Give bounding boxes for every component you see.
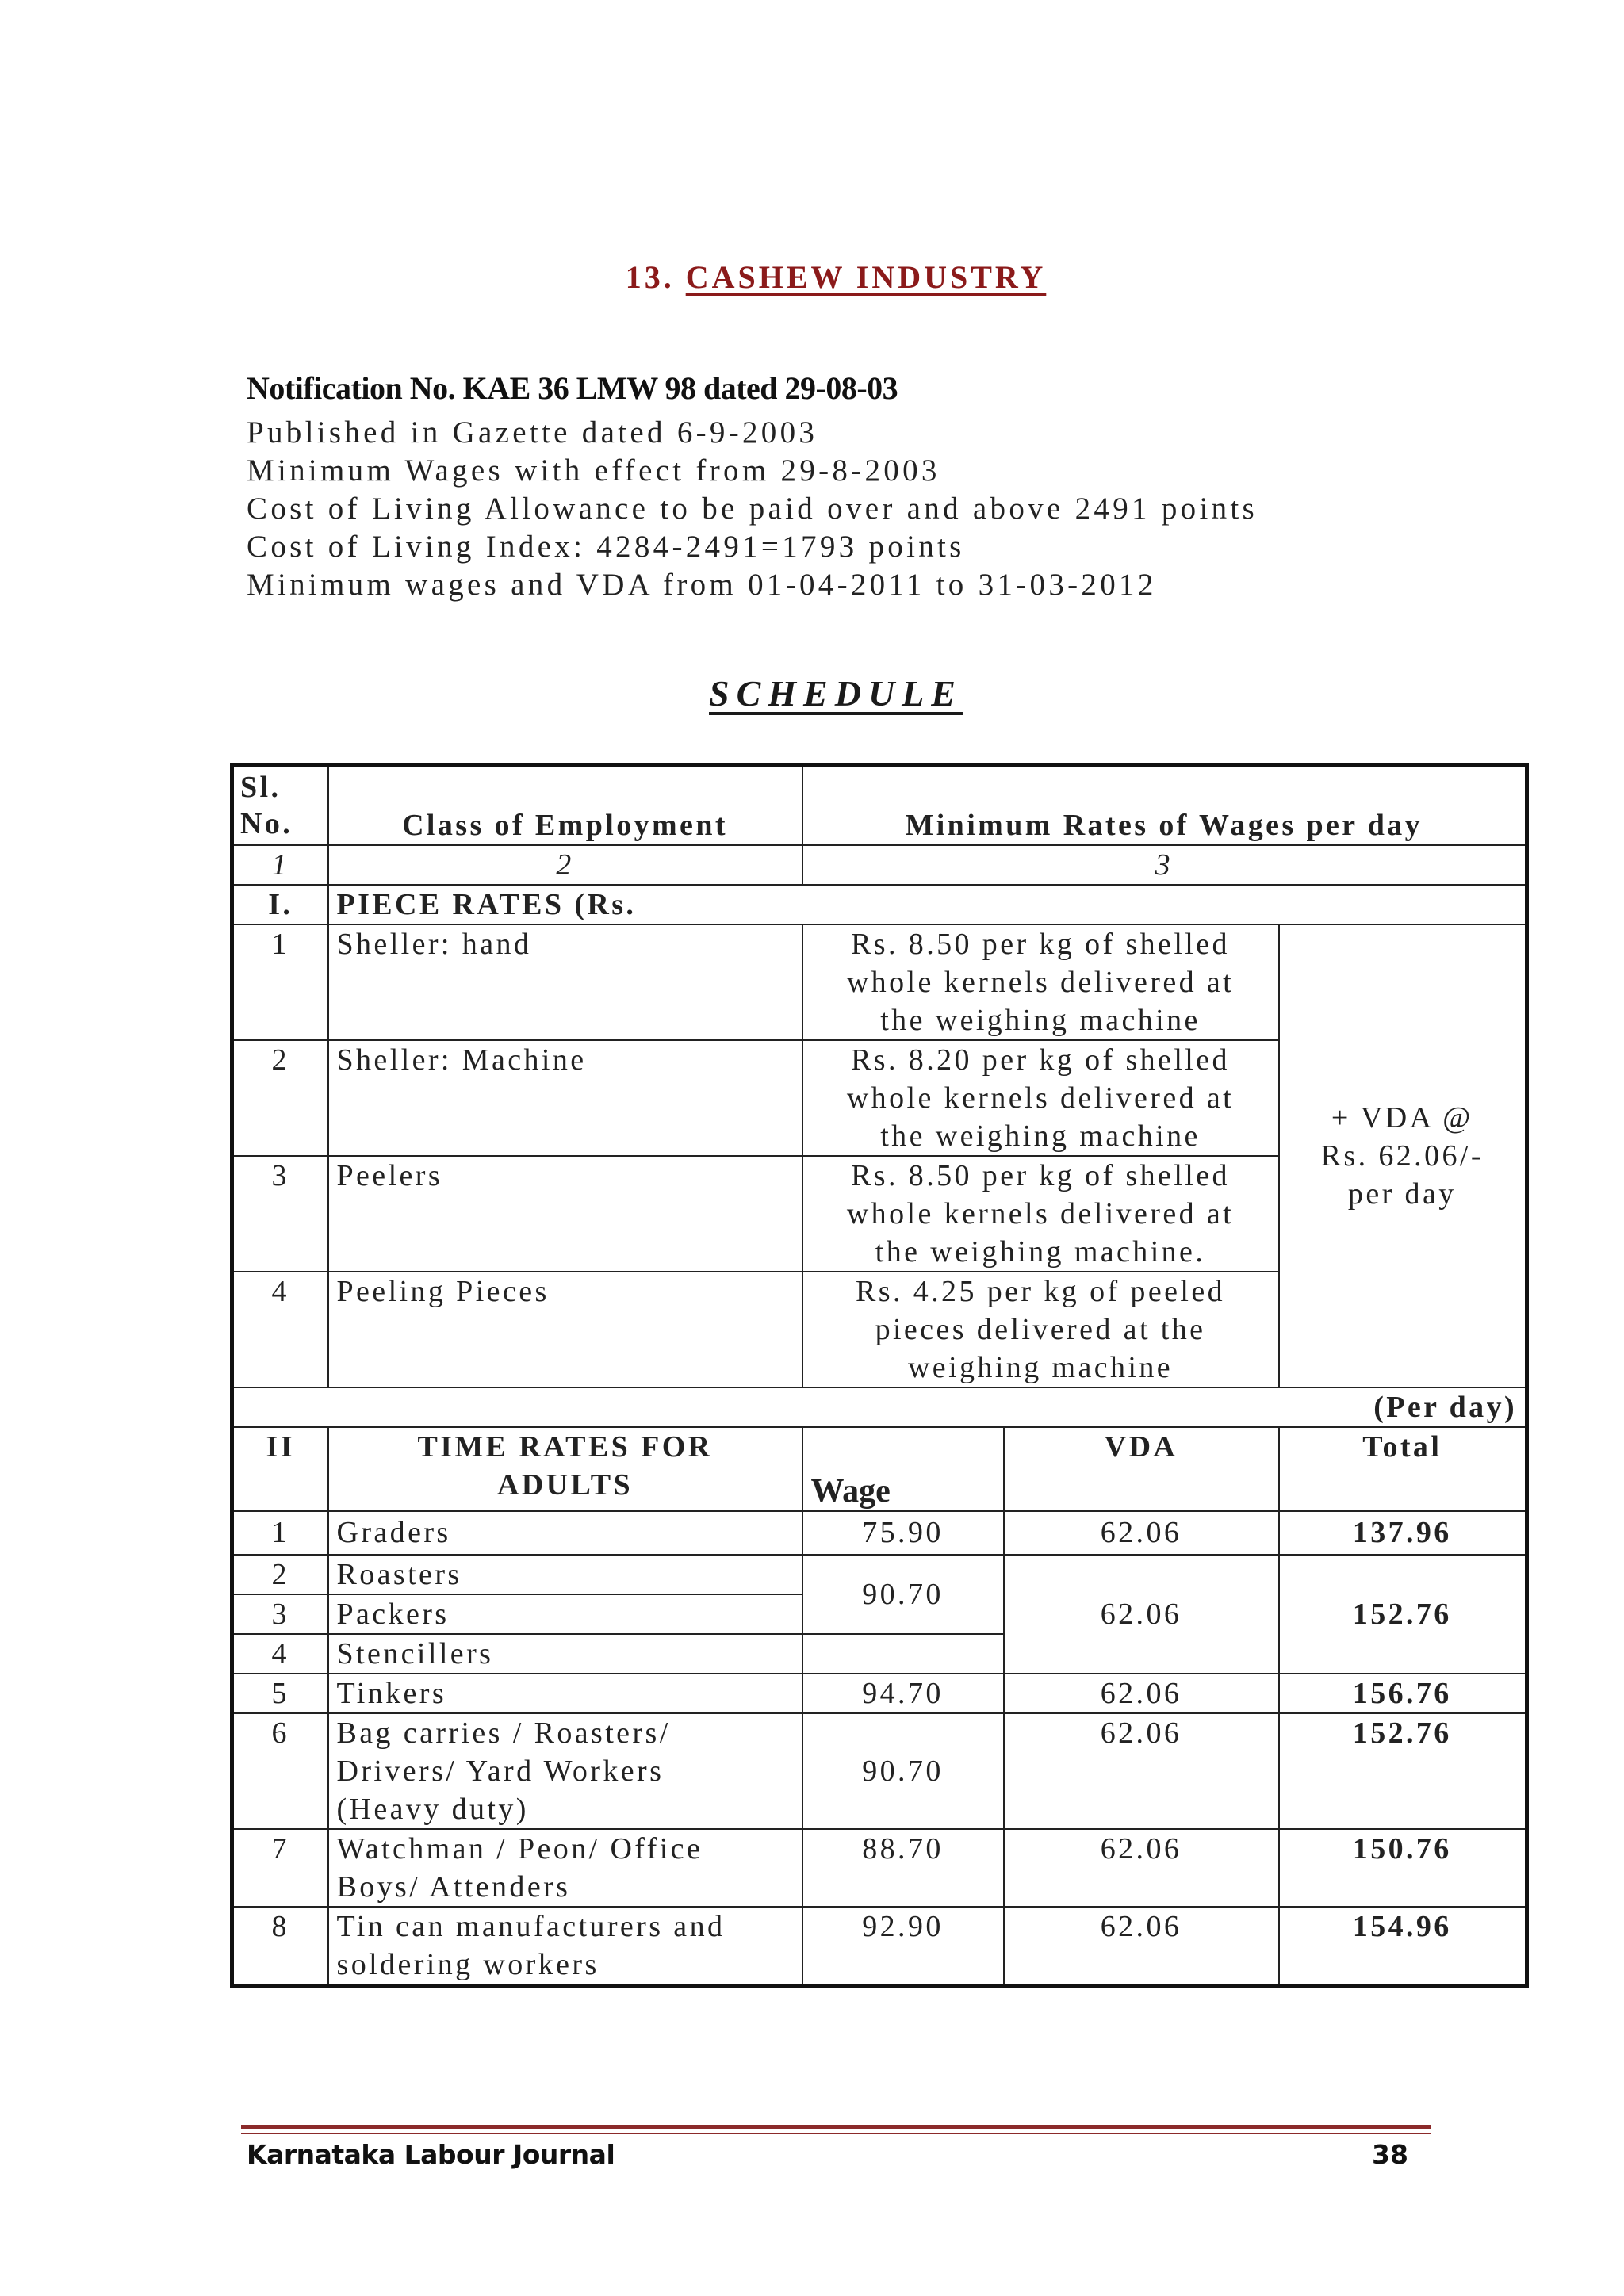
page-number: 38 xyxy=(1372,2139,1408,2170)
total-header: Total xyxy=(1279,1427,1527,1511)
piece-rate: Rs. 4.25 per kg of peeled pieces delivered at the weighing machine xyxy=(802,1272,1279,1387)
row-number: 1 xyxy=(232,924,328,1040)
info-line: Cost of Living Allowance to be paid over and above 2491 points xyxy=(247,492,1258,526)
wage-value: 90.70 xyxy=(802,1713,1004,1829)
info-line: Minimum Wages with effect from 29-8-2003 xyxy=(247,453,940,488)
wage-value: 88.70 xyxy=(802,1829,1004,1907)
section-title: TIME RATES FOR ADULTS xyxy=(328,1427,802,1511)
section-title xyxy=(0,258,1624,296)
piece-rate: Rs. 8.20 per kg of shelled whole kernels delivered at the weighing machine xyxy=(802,1040,1279,1156)
piece-rate: Rs. 8.50 per kg of shelled whole kernels delivered at the weighing machine xyxy=(802,924,1279,1040)
row-number: 8 xyxy=(232,1907,328,1986)
employment-class: Sheller: hand xyxy=(328,924,802,1040)
info-line: Cost of Living Index: 4284-2491=1793 points xyxy=(247,530,965,564)
row-number: 1 xyxy=(232,1511,328,1555)
total-value: 152.76 xyxy=(1279,1713,1527,1829)
total-value: 152.76 xyxy=(1279,1555,1527,1674)
table-row xyxy=(232,1907,1527,1986)
row-number: 6 xyxy=(232,1713,328,1829)
table-row xyxy=(232,1713,1527,1829)
column-number-row xyxy=(232,845,1527,885)
total-value: 154.96 xyxy=(1279,1907,1527,1986)
employment-class: Tinkers xyxy=(328,1674,802,1713)
total-value: 156.76 xyxy=(1279,1674,1527,1713)
employment-class: Sheller: Machine xyxy=(328,1040,802,1156)
info-line: Published in Gazette dated 6-9-2003 xyxy=(247,415,818,450)
per-day-row xyxy=(232,1387,1527,1427)
schedule-heading: SCHEDULE xyxy=(709,673,963,714)
col-number: 3 xyxy=(802,845,1527,885)
vda-value: 62.06 xyxy=(1004,1713,1279,1829)
row-number: 7 xyxy=(232,1829,328,1907)
row-number: 5 xyxy=(232,1674,328,1713)
vda-value: 62.06 xyxy=(1004,1555,1279,1674)
wage-value: 75.90 xyxy=(802,1511,1004,1555)
table-row xyxy=(232,1674,1527,1713)
section-row xyxy=(232,885,1527,924)
footer-rule xyxy=(241,2125,1431,2129)
table-row xyxy=(232,1511,1527,1555)
vda-value: 62.06 xyxy=(1004,1511,1279,1555)
total-value: 150.76 xyxy=(1279,1829,1527,1907)
col-number: 2 xyxy=(328,845,802,885)
wage-schedule-table xyxy=(230,763,1529,1988)
vda-value: 62.06 xyxy=(1004,1829,1279,1907)
per-day-label: (Per day) xyxy=(232,1387,1527,1427)
table-row xyxy=(232,924,1527,1040)
employment-class: Peelers xyxy=(328,1156,802,1272)
class-header: Class of Employment xyxy=(328,766,802,845)
table-header-row xyxy=(232,766,1527,845)
wage-value: 90.70 xyxy=(802,1555,1004,1634)
table-row xyxy=(232,1829,1527,1907)
row-number: 3 xyxy=(232,1156,328,1272)
employment-class: Roasters xyxy=(328,1555,802,1594)
table-row xyxy=(232,1555,1527,1594)
employment-class: Tin can manufacturers and soldering workers xyxy=(328,1907,802,1986)
employment-class: Bag carries / Roasters/ Drivers/ Yard Workers (Heavy duty) xyxy=(328,1713,802,1829)
wage-value: 92.90 xyxy=(802,1907,1004,1986)
sl-no-header: Sl. No. xyxy=(232,766,328,845)
total-value: 137.96 xyxy=(1279,1511,1527,1555)
wage-value: 94.70 xyxy=(802,1674,1004,1713)
row-number: 3 xyxy=(232,1594,328,1634)
section-number: 13. xyxy=(625,259,686,295)
notification-line: Notification No. KAE 36 LMW 98 dated 29-08-03 xyxy=(247,370,898,406)
employment-class: Packers xyxy=(328,1594,802,1634)
info-lines xyxy=(247,414,1258,604)
piece-rate: Rs. 8.50 per kg of shelled whole kernels delivered at the weighing machine. xyxy=(802,1156,1279,1272)
footer-rule-thin xyxy=(241,2133,1431,2134)
section-row xyxy=(232,1427,1527,1511)
vda-header: VDA xyxy=(1004,1427,1279,1511)
row-number: 4 xyxy=(232,1634,328,1674)
footer-journal-name: Karnataka Labour Journal xyxy=(247,2139,615,2170)
employment-class: Peeling Pieces xyxy=(328,1272,802,1387)
employment-class: Stencillers xyxy=(328,1634,802,1674)
info-line: Minimum wages and VDA from 01-04-2011 to 31-03-2012 xyxy=(247,568,1157,602)
wage-header: Wage xyxy=(802,1427,1004,1511)
section-number: II xyxy=(232,1427,328,1511)
section-title: PIECE RATES (Rs. xyxy=(328,885,1527,924)
section-title-text: CASHEW INDUSTRY xyxy=(685,259,1047,295)
row-number: 4 xyxy=(232,1272,328,1387)
section-number: I. xyxy=(232,885,328,924)
rates-header: Minimum Rates of Wages per day xyxy=(802,766,1527,845)
employment-class: Graders xyxy=(328,1511,802,1555)
vda-note: + VDA @ Rs. 62.06/- per day xyxy=(1279,924,1527,1387)
vda-value: 62.06 xyxy=(1004,1674,1279,1713)
row-number: 2 xyxy=(232,1555,328,1594)
row-number: 2 xyxy=(232,1040,328,1156)
empty-cell xyxy=(802,1634,1004,1674)
col-number: 1 xyxy=(232,845,328,885)
employment-class: Watchman / Peon/ Office Boys/ Attenders xyxy=(328,1829,802,1907)
vda-value: 62.06 xyxy=(1004,1907,1279,1986)
